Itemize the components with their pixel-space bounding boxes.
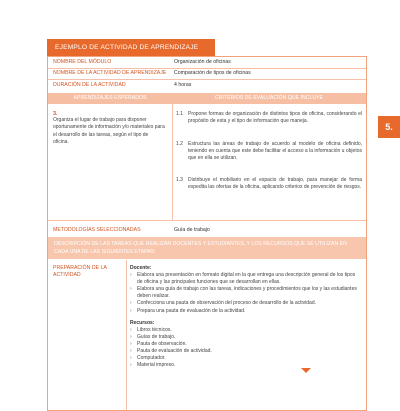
criterion-item xyxy=(176,141,362,163)
docente-item: › Prepara una pauta de evaluación de la actividad. xyxy=(130,308,362,315)
criterion-text: Distribuye el mobiliario en el espacio de trabajo, para manejar de forma expedita las ofertas de la oficina, aplicando criterios de prevención de riesgos. xyxy=(188,177,362,191)
criterion-number: 1.1 xyxy=(176,111,183,117)
recurso-item: › Guías de trabajo. xyxy=(130,334,362,341)
section-tab: 5. xyxy=(378,116,400,138)
duration-label: DURACIÓN DE LA ACTIVIDAD xyxy=(53,82,126,88)
docente-title: Docente: xyxy=(130,265,152,271)
activity-table xyxy=(47,56,367,411)
duration-row xyxy=(48,82,366,91)
docente-item: › Confecciona una pauta de observación del proceso de desarrollo de la actividad. xyxy=(130,300,362,307)
learning-header: APRENDIZAJES ESPERADOS xyxy=(73,95,147,101)
recurso-item: › Pauta de observación. xyxy=(130,341,362,348)
learning-cell xyxy=(53,111,165,147)
methodology-value: Guía de trabajo xyxy=(174,227,210,233)
recurso-item: › Libros técnicos. xyxy=(130,327,362,334)
criterion-item xyxy=(176,177,362,191)
docente-item: › Elabora una guía de trabajo con las tareas, indicaciones y procedimientos que los y las estudiantes deben realizar. xyxy=(130,286,362,300)
methodology-row xyxy=(48,227,366,236)
continue-arrow-icon xyxy=(301,368,311,373)
module-label: NOMBRE DEL MÓDULO xyxy=(53,59,112,65)
activity-name-value: Comparación de tipos de oficinas xyxy=(174,70,251,76)
criterion-number: 1.3 xyxy=(176,177,183,183)
docente-item: › Elabora una presentación en formato digital en la que entrega una descripción general de los tipos de oficina y las principales funciones que se desarrollan en ellas. xyxy=(130,272,362,286)
preparation-content xyxy=(130,265,362,369)
criterion-number: 1.2 xyxy=(176,141,183,147)
module-value: Organización de oficinas xyxy=(174,59,231,65)
criterion-text: Propone formas de organización de distintos tipos de oficina, considerando el propósito de esta y el tipo de información que maneja. xyxy=(188,111,362,125)
activity-banner: EJEMPLO DE ACTIVIDAD DE APRENDIZAJE xyxy=(47,39,215,56)
activity-name-label: NOMBRE DE LA ACTIVIDAD DE APRENDIZAJE xyxy=(53,70,167,76)
preparation-label: PREPARACIÓN DE LA ACTIVIDAD xyxy=(53,265,107,278)
criterion-item xyxy=(176,111,362,125)
criterion-text: Estructura las áreas de trabajo de acuerdo al modelo de oficina definido, teniendo en cuenta que este debe facilitar el acceso a la información u objetos que en ella se utilizan. xyxy=(188,141,362,162)
recurso-item: › Computador. xyxy=(130,355,362,362)
criteria-header-band xyxy=(48,93,366,104)
recurso-item: › Pauta de evaluación de actividad. xyxy=(130,348,362,355)
learning-number: 3. xyxy=(53,111,58,117)
activity-name-row xyxy=(48,70,366,79)
duration-value: 4 horas xyxy=(174,82,192,88)
recurso-item: › Material impreso. xyxy=(130,362,362,369)
methodology-label: METODOLOGÍAS SELECCIONADAS xyxy=(53,227,141,233)
criteria-header: CRITERIOS DE EVALUACIÓN QUE INCLUYE xyxy=(215,95,323,101)
learning-text: Organiza el lugar de trabajo para disponer oportunamente de información y/o materiales para el desarrollo de las tareas, según el tipo de oficina. xyxy=(53,117,165,146)
tasks-description: DESCRIPCIÓN DE LAS TAREAS QUE REALIZAN DOCENTES Y ESTUDIANTES, Y LOS RECURSOS QUE SE UTILIZAN EN CADA UNA DE LAS SIGUIENTES ETAPAS: xyxy=(48,237,366,259)
recursos-title: Recursos: xyxy=(130,319,155,326)
module-row xyxy=(48,59,366,68)
